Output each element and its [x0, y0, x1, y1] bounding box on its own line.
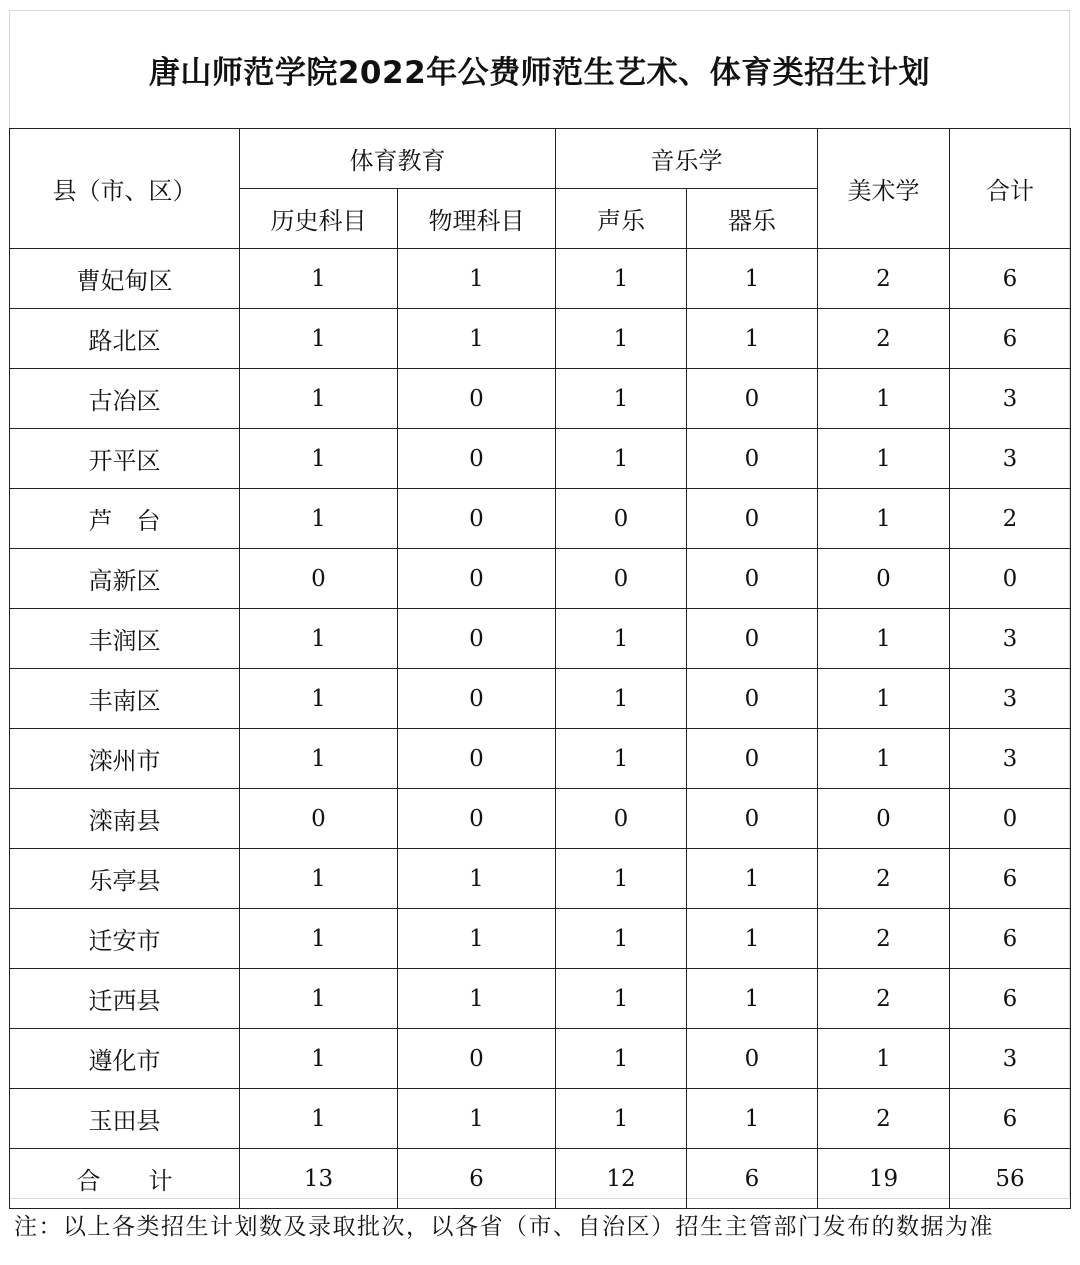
music-vocal-cell: 0: [556, 489, 687, 549]
music-vocal-cell: 1: [556, 1089, 687, 1149]
music-instrumental-cell: 0: [687, 1029, 818, 1089]
totals-music-instrumental: 6: [687, 1149, 818, 1209]
table-row: [10, 669, 1071, 729]
music-instrumental-cell: 0: [687, 369, 818, 429]
total-cell: 3: [950, 609, 1071, 669]
region-cell: 迁安市: [10, 909, 240, 969]
region-cell: 路北区: [10, 309, 240, 369]
pe-physics-cell: 1: [398, 969, 556, 1029]
pe-physics-cell: 1: [398, 1089, 556, 1149]
fine-arts-cell: 1: [818, 429, 950, 489]
region-cell: 遵化市: [10, 1029, 240, 1089]
table-row: [10, 489, 1071, 549]
pe-physics-cell: 0: [398, 669, 556, 729]
pe-history-cell: 1: [240, 909, 398, 969]
music-instrumental-cell: 0: [687, 789, 818, 849]
table-row: [10, 429, 1071, 489]
region-cell: 丰润区: [10, 609, 240, 669]
fine-arts-cell: 1: [818, 369, 950, 429]
table-row: [10, 729, 1071, 789]
total-cell: 3: [950, 429, 1071, 489]
pe-history-cell: 1: [240, 309, 398, 369]
music-instrumental-cell: 0: [687, 489, 818, 549]
music-instrumental-cell: 1: [687, 249, 818, 309]
table-row: [10, 609, 1071, 669]
fine-arts-cell: 0: [818, 789, 950, 849]
header-music: 音乐学: [556, 129, 818, 189]
total-cell: 6: [950, 249, 1071, 309]
pe-history-cell: 1: [240, 609, 398, 669]
fine-arts-cell: 1: [818, 1029, 950, 1089]
music-vocal-cell: 1: [556, 309, 687, 369]
music-vocal-cell: 1: [556, 249, 687, 309]
fine-arts-cell: 2: [818, 249, 950, 309]
pe-physics-cell: 0: [398, 429, 556, 489]
table-row: [10, 1089, 1071, 1149]
region-cell: 曹妃甸区: [10, 249, 240, 309]
pe-history-cell: 1: [240, 489, 398, 549]
table-row: [10, 789, 1071, 849]
region-cell: 开平区: [10, 429, 240, 489]
footnote: 注：以上各类招生计划数及录取批次，以各省（市、自治区）招生主管部门发布的数据为准: [14, 1214, 994, 1240]
total-cell: 6: [950, 969, 1071, 1029]
total-cell: 6: [950, 1089, 1071, 1149]
table-row: [10, 849, 1071, 909]
document-title: 唐山师范学院2022年公费师范生艺术、体育类招生计划: [148, 54, 931, 91]
pe-physics-cell: 0: [398, 369, 556, 429]
music-instrumental-cell: 1: [687, 909, 818, 969]
table-row: [10, 549, 1071, 609]
pe-history-cell: 1: [240, 1029, 398, 1089]
table-row: [10, 249, 1071, 309]
totals-total: 56: [950, 1149, 1071, 1209]
pe-history-cell: 1: [240, 729, 398, 789]
table-row: [10, 909, 1071, 969]
totals-label: 合 计: [10, 1149, 240, 1209]
region-cell: 玉田县: [10, 1089, 240, 1149]
table-row: [10, 309, 1071, 369]
totals-music-vocal: 12: [556, 1149, 687, 1209]
region-cell: 高新区: [10, 549, 240, 609]
table-row: [10, 1029, 1071, 1089]
total-cell: 2: [950, 489, 1071, 549]
music-vocal-cell: 1: [556, 969, 687, 1029]
total-cell: 3: [950, 1029, 1071, 1089]
pe-history-cell: 1: [240, 849, 398, 909]
header-pe-history: 历史科目: [240, 189, 398, 249]
music-instrumental-cell: 0: [687, 429, 818, 489]
fine-arts-cell: 1: [818, 609, 950, 669]
pe-physics-cell: 1: [398, 909, 556, 969]
music-vocal-cell: 1: [556, 849, 687, 909]
music-vocal-cell: 0: [556, 789, 687, 849]
region-cell: 丰南区: [10, 669, 240, 729]
pe-history-cell: 0: [240, 789, 398, 849]
total-cell: 6: [950, 849, 1071, 909]
music-instrumental-cell: 0: [687, 549, 818, 609]
music-instrumental-cell: 1: [687, 849, 818, 909]
pe-physics-cell: 0: [398, 789, 556, 849]
total-cell: 3: [950, 669, 1071, 729]
pe-history-cell: 1: [240, 1089, 398, 1149]
total-cell: 6: [950, 909, 1071, 969]
header-row-1: [10, 129, 1071, 189]
region-cell: 芦 台: [10, 489, 240, 549]
fine-arts-cell: 2: [818, 849, 950, 909]
pe-physics-cell: 1: [398, 249, 556, 309]
music-vocal-cell: 1: [556, 369, 687, 429]
fine-arts-cell: 2: [818, 969, 950, 1029]
fine-arts-cell: 2: [818, 309, 950, 369]
music-instrumental-cell: 1: [687, 309, 818, 369]
totals-pe-history: 13: [240, 1149, 398, 1209]
pe-history-cell: 1: [240, 969, 398, 1029]
region-cell: 迁西县: [10, 969, 240, 1029]
header-region: 县（市、区）: [10, 129, 240, 249]
fine-arts-cell: 2: [818, 909, 950, 969]
region-cell: 滦南县: [10, 789, 240, 849]
total-cell: 3: [950, 369, 1071, 429]
pe-physics-cell: 1: [398, 309, 556, 369]
pe-physics-cell: 0: [398, 1029, 556, 1089]
music-vocal-cell: 1: [556, 609, 687, 669]
pe-history-cell: 1: [240, 669, 398, 729]
totals-row: [10, 1149, 1071, 1209]
fine-arts-cell: 1: [818, 669, 950, 729]
music-instrumental-cell: 1: [687, 969, 818, 1029]
fine-arts-cell: 1: [818, 489, 950, 549]
music-vocal-cell: 1: [556, 669, 687, 729]
header-fine-arts: 美术学: [818, 129, 950, 249]
total-cell: 0: [950, 549, 1071, 609]
totals-fine-arts: 19: [818, 1149, 950, 1209]
pe-history-cell: 1: [240, 429, 398, 489]
pe-physics-cell: 0: [398, 489, 556, 549]
music-instrumental-cell: 0: [687, 609, 818, 669]
enrollment-plan-table: [9, 128, 1071, 1209]
pe-physics-cell: 0: [398, 609, 556, 669]
pe-physics-cell: 0: [398, 549, 556, 609]
fine-arts-cell: 0: [818, 549, 950, 609]
header-pe: 体育教育: [240, 129, 556, 189]
total-cell: 3: [950, 729, 1071, 789]
total-cell: 6: [950, 309, 1071, 369]
pe-history-cell: 1: [240, 369, 398, 429]
music-vocal-cell: 1: [556, 909, 687, 969]
fine-arts-cell: 1: [818, 729, 950, 789]
music-instrumental-cell: 1: [687, 1089, 818, 1149]
total-cell: 0: [950, 789, 1071, 849]
music-vocal-cell: 1: [556, 429, 687, 489]
fine-arts-cell: 2: [818, 1089, 950, 1149]
region-cell: 古冶区: [10, 369, 240, 429]
header-music-instrumental: 器乐: [687, 189, 818, 249]
pe-history-cell: 0: [240, 549, 398, 609]
pe-physics-cell: 0: [398, 729, 556, 789]
pe-history-cell: 1: [240, 249, 398, 309]
table-row: [10, 369, 1071, 429]
table-row: [10, 969, 1071, 1029]
header-pe-physics: 物理科目: [398, 189, 556, 249]
music-vocal-cell: 1: [556, 729, 687, 789]
header-total: 合计: [950, 129, 1071, 249]
pe-physics-cell: 1: [398, 849, 556, 909]
music-vocal-cell: 0: [556, 549, 687, 609]
region-cell: 乐亭县: [10, 849, 240, 909]
totals-pe-physics: 6: [398, 1149, 556, 1209]
header-music-vocal: 声乐: [556, 189, 687, 249]
music-vocal-cell: 1: [556, 1029, 687, 1089]
region-cell: 滦州市: [10, 729, 240, 789]
music-instrumental-cell: 0: [687, 729, 818, 789]
music-instrumental-cell: 0: [687, 669, 818, 729]
